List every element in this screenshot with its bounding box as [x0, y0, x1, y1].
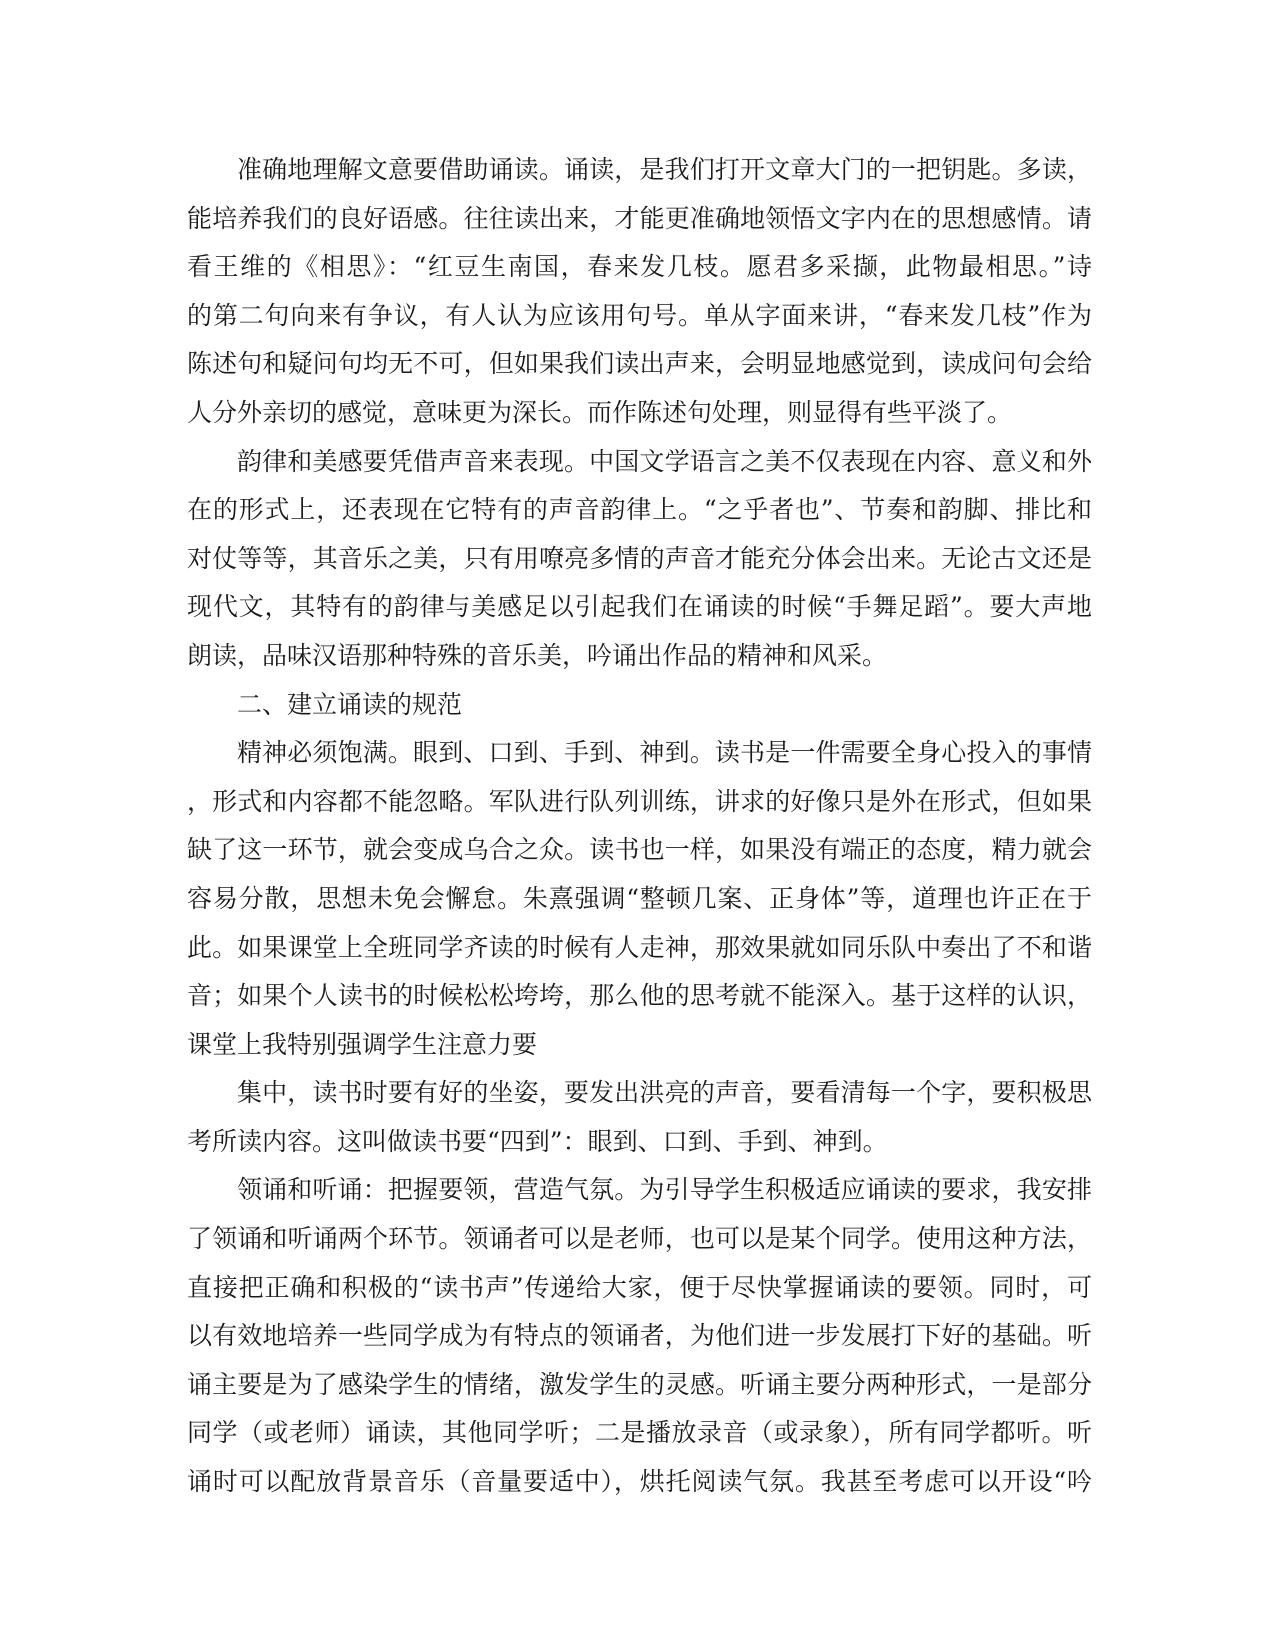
- text-line: 精神必须饱满。眼到、口到、手到、神到。读书是一件需要全身心投入的事情: [237, 738, 1092, 768]
- text-line: 缺了这一环节，就会变成乌合之众。读书也一样，如果没有端正的态度，精力就会: [187, 835, 1092, 865]
- text-line: 直接把正确和积极的“读书声”传递给大家，便于尽快掌握诵读的要领。同时，可: [187, 1272, 1092, 1302]
- text-line: 集中，读书时要有好的坐姿，要发出洪亮的声音，要看清每一个字，要积极思: [237, 1078, 1092, 1108]
- text-line: 人分外亲切的感觉，意味更为深长。而作陈述句处理，则显得有些平淡了。: [187, 397, 1013, 427]
- text-line: 诵主要是为了感染学生的情绪，激发学生的灵感。听诵主要分两种形式，一是部分: [187, 1369, 1092, 1399]
- body-text: [187, 146, 1092, 1507]
- text-line: ，形式和内容都不能忽略。军队进行队列训练，讲求的好像只是外在形式，但如果: [187, 786, 1092, 816]
- text-line: 的第二句向来有争议，有人认为应该用句号。单从字面来讲，“春来发几枝”作为: [187, 300, 1092, 330]
- text-line: 二、建立诵读的规范: [237, 689, 463, 719]
- text-line: 陈述句和疑问句均无不可，但如果我们读出声来，会明显地感觉到，读成问句会给: [187, 349, 1092, 379]
- text-line: 此。如果课堂上全班同学齐读的时候有人走神，那效果就如同乐队中奏出了不和谐: [187, 932, 1092, 962]
- text-line: 考所读内容。这叫做读书要“四到”：眼到、口到、手到、神到。: [187, 1126, 888, 1156]
- text-line: 看王维的《相思》：“红豆生南国，春来发几枝。愿君多采撷，此物最相思。”诗: [187, 252, 1092, 282]
- text-line: 准确地理解文意要借助诵读。诵读，是我们打开文章大门的一把钥匙。多读，: [237, 155, 1092, 184]
- text-line: 了领诵和听诵两个环节。领诵者可以是老师，也可以是某个同学。使用这种方法，: [187, 1224, 1092, 1254]
- text-line: 诵时可以配放背景音乐（音量要适中），烘托阅读气氛。我甚至考虑可以开设“吟: [187, 1467, 1092, 1497]
- text-line: 音；如果个人读书的时候松松垮垮，那么他的思考就不能深入。基于这样的认识，: [187, 981, 1092, 1011]
- text-line: 对仗等等，其音乐之美，只有用嘹亮多情的声音才能充分体会出来。无论古文还是: [187, 543, 1092, 573]
- text-line: 现代文，其特有的韵律与美感足以引起我们在诵读的时候“手舞足蹈”。要大声地: [187, 592, 1092, 622]
- text-line: 以有效地培养一些同学成为有特点的领诵者，为他们进一步发展打下好的基础。听: [187, 1321, 1092, 1351]
- text-line: 能培养我们的良好语感。往往读出来，才能更准确地领悟文字内在的思想感情。请: [187, 203, 1092, 233]
- text-line: 朗读，品味汉语那种特殊的音乐美，吟诵出作品的精神和风采。: [187, 640, 888, 670]
- text-line: 领诵和听诵：把握要领，营造气氛。为引导学生积极适应诵读的要求，我安排: [237, 1175, 1092, 1205]
- text-line: 韵律和美感要凭借声音来表现。中国文学语言之美不仅表现在内容、意义和外: [237, 446, 1092, 476]
- text-line: 课堂上我特别强调学生注意力要: [187, 1029, 538, 1059]
- text-line: 同学（或老师）诵读，其他同学听；二是播放录音（或录象），所有同学都听。听: [187, 1418, 1092, 1448]
- text-line: 容易分散，思想未免会懈怠。朱熹强调“整顿几案、正身体”等，道理也许正在于: [187, 883, 1092, 913]
- text-line: 在的形式上，还表现在它特有的声音韵律上。“之乎者也”、节奏和韵脚、排比和: [187, 495, 1092, 525]
